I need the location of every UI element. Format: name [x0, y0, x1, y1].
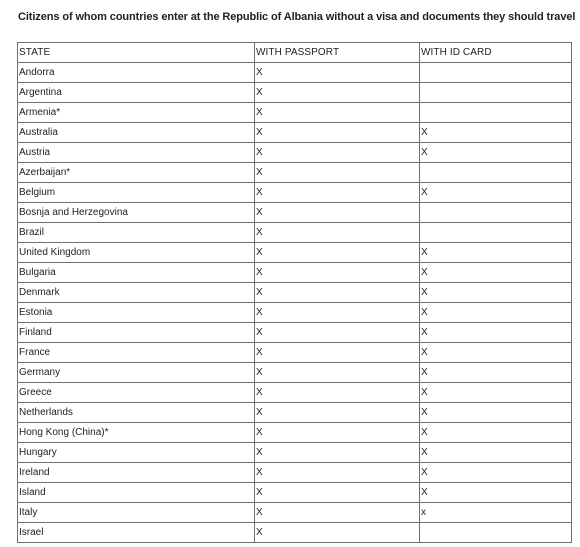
cell-state: Argentina — [18, 83, 255, 103]
cell-state: Greece — [18, 383, 255, 403]
cell-passport: X — [255, 123, 420, 143]
cell-passport: X — [255, 143, 420, 163]
cell-id-card: X — [420, 303, 572, 323]
cell-passport: X — [255, 183, 420, 203]
cell-id-card: X — [420, 423, 572, 443]
table-row — [18, 63, 572, 83]
table-row — [18, 263, 572, 283]
cell-passport: X — [255, 163, 420, 183]
cell-passport: X — [255, 83, 420, 103]
table-header-row — [18, 43, 572, 63]
cell-id-card: X — [420, 323, 572, 343]
table-row — [18, 523, 572, 543]
cell-passport: X — [255, 523, 420, 543]
cell-state: Denmark — [18, 283, 255, 303]
cell-passport: X — [255, 423, 420, 443]
cell-passport: X — [255, 483, 420, 503]
cell-id-card: X — [420, 343, 572, 363]
table-row — [18, 243, 572, 263]
cell-state: Ireland — [18, 463, 255, 483]
cell-id-card — [420, 63, 572, 83]
cell-passport: X — [255, 243, 420, 263]
table-row — [18, 103, 572, 123]
cell-id-card: X — [420, 363, 572, 383]
cell-state: Azerbaijan* — [18, 163, 255, 183]
cell-id-card: X — [420, 383, 572, 403]
cell-passport: X — [255, 203, 420, 223]
cell-id-card — [420, 163, 572, 183]
cell-passport: X — [255, 263, 420, 283]
cell-id-card: x — [420, 503, 572, 523]
cell-passport: X — [255, 363, 420, 383]
cell-id-card: X — [420, 263, 572, 283]
cell-id-card: X — [420, 243, 572, 263]
cell-state: Netherlands — [18, 403, 255, 423]
cell-state: Austria — [18, 143, 255, 163]
cell-state: United Kingdom — [18, 243, 255, 263]
cell-state: Israel — [18, 523, 255, 543]
cell-id-card: X — [420, 483, 572, 503]
table-row — [18, 143, 572, 163]
cell-state: Armenia* — [18, 103, 255, 123]
table-row — [18, 223, 572, 243]
cell-id-card — [420, 103, 572, 123]
cell-state: Germany — [18, 363, 255, 383]
header-state: STATE — [18, 43, 255, 63]
cell-passport: X — [255, 103, 420, 123]
cell-state: Belgium — [18, 183, 255, 203]
table-row — [18, 423, 572, 443]
cell-state: Estonia — [18, 303, 255, 323]
cell-passport: X — [255, 343, 420, 363]
cell-state: Brazil — [18, 223, 255, 243]
cell-state: Bulgaria — [18, 263, 255, 283]
table-row — [18, 483, 572, 503]
cell-state: Australia — [18, 123, 255, 143]
cell-state: Italy — [18, 503, 255, 523]
cell-id-card: X — [420, 183, 572, 203]
table-row — [18, 203, 572, 223]
visa-requirements-table — [17, 42, 572, 543]
table-row — [18, 363, 572, 383]
table-row — [18, 443, 572, 463]
table-row — [18, 403, 572, 423]
cell-id-card: X — [420, 283, 572, 303]
cell-id-card: X — [420, 123, 572, 143]
cell-passport: X — [255, 503, 420, 523]
cell-id-card: X — [420, 443, 572, 463]
cell-id-card — [420, 223, 572, 243]
cell-id-card: X — [420, 463, 572, 483]
header-with-passport: WITH PASSPORT — [255, 43, 420, 63]
cell-passport: X — [255, 463, 420, 483]
cell-id-card — [420, 83, 572, 103]
table-row — [18, 283, 572, 303]
table-row — [18, 503, 572, 523]
cell-passport: X — [255, 323, 420, 343]
table-row — [18, 323, 572, 343]
cell-passport: X — [255, 303, 420, 323]
cell-passport: X — [255, 223, 420, 243]
cell-state: Bosnja and Herzegovina — [18, 203, 255, 223]
table-row — [18, 83, 572, 103]
cell-state: Island — [18, 483, 255, 503]
cell-state: France — [18, 343, 255, 363]
table-row — [18, 383, 572, 403]
cell-id-card: X — [420, 403, 572, 423]
cell-passport: X — [255, 443, 420, 463]
cell-id-card — [420, 203, 572, 223]
cell-state: Andorra — [18, 63, 255, 83]
cell-id-card — [420, 523, 572, 543]
cell-passport: X — [255, 283, 420, 303]
table-row — [18, 303, 572, 323]
cell-id-card: X — [420, 143, 572, 163]
table-row — [18, 343, 572, 363]
cell-state: Hong Kong (China)* — [18, 423, 255, 443]
table-row — [18, 123, 572, 143]
page-title: Citizens of whom countries enter at the Republic of Albania without a visa and documents they should travel — [18, 11, 576, 23]
table-row — [18, 463, 572, 483]
table-row — [18, 183, 572, 203]
cell-passport: X — [255, 63, 420, 83]
cell-passport: X — [255, 403, 420, 423]
cell-state: Hungary — [18, 443, 255, 463]
cell-state: Finland — [18, 323, 255, 343]
header-with-id-card: WITH ID CARD — [420, 43, 572, 63]
table-row — [18, 163, 572, 183]
cell-passport: X — [255, 383, 420, 403]
